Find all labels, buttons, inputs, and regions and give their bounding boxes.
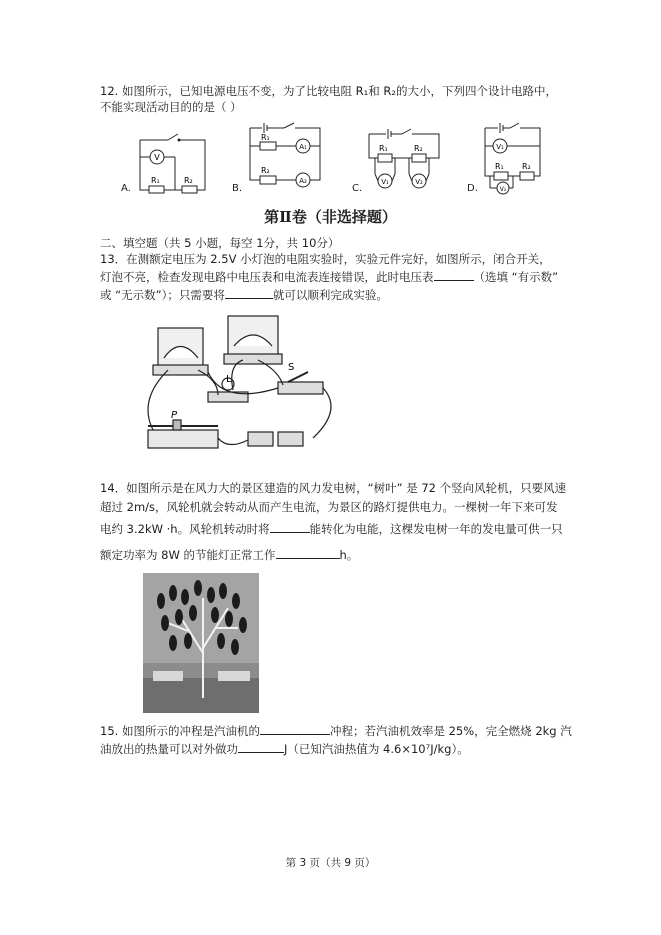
circuit-c-diagram: [364, 124, 444, 194]
wind-tree-photo: [143, 573, 259, 713]
q13-line2-text-b: （选填 “有示数”: [473, 270, 559, 284]
q13-blank-2: [225, 288, 273, 299]
q15-blank-1: [260, 724, 330, 735]
q13-line3: [100, 288, 388, 302]
q13-line1: 13．在测额定电压为 2.5V 小灯泡的电阻实验时，实验元件完好，如图所示，闭合开关，: [100, 252, 551, 266]
switch-label: S: [288, 362, 295, 373]
q14-line1: 14．如图所示是在风力大的景区建造的风力发电树，“树叶” 是 72 个竖向风轮机，只要风速: [100, 481, 567, 495]
q15-line2-text-b: J（已知汽油热值为 4.6×10⁷J/kg）。: [284, 742, 469, 756]
q12-line1: 12. 如图所示，已知电源电压不变，为了比较电阻 R₁和 R₂的大小，下列四个设计电路中，: [100, 84, 557, 98]
circuit-a-diagram: [120, 128, 220, 196]
section-subtitle: 二、填空题（共 5 小题，每空 1分，共 10分）: [100, 236, 340, 250]
q14-blank-2: [276, 548, 340, 559]
rheostat-label: P: [171, 410, 178, 421]
q15-line2: [100, 742, 469, 756]
q14-line2: 超过 2m/s，风轮机就会转动从而产生电流，为景区的路灯提供电力。一棵树一年下来可发: [100, 500, 558, 514]
q15-line1-text-b: 冲程；若汽油机效率是 25%，完全燃烧 2kg 汽: [329, 724, 572, 738]
ammeter-2-label: A₂: [299, 177, 307, 185]
experiment-apparatus-figure: [128, 310, 343, 470]
option-b-label: B.: [232, 183, 243, 194]
q13-line2-text-a: 灯泡不亮，检查发现电路中电压表和电流表连接错误，此时电压表: [100, 270, 434, 284]
q15-blank-2: [238, 742, 284, 753]
page-number-footer: 第 3 页（共 9 页）: [285, 857, 376, 869]
r1-label: R₁: [495, 162, 504, 171]
q14-line3-text-b: 能转化为电能，这棵发电树一年的发电量可供一只: [309, 522, 563, 536]
q14-line3-text-a: 电约 3.2kW ·h。风轮机转动时将: [100, 522, 270, 536]
q13-line3-text-a: 或 “无示数”）；只需要将: [100, 288, 225, 302]
voltmeter-1-label: V₁: [496, 143, 504, 151]
q14-blank-1: [270, 522, 310, 533]
q13-blank-1: [434, 270, 474, 281]
r2-label: R₂: [261, 166, 270, 175]
r2-label: R₂: [522, 162, 531, 171]
voltmeter-2-label: V₂: [499, 186, 507, 193]
r1-label: R₁: [151, 176, 160, 185]
r2-label: R₂: [414, 144, 423, 153]
q14-line3: [100, 522, 563, 536]
circuit-d-diagram: [480, 120, 550, 196]
q15-line1: [100, 724, 572, 738]
r1-label: R₁: [379, 144, 388, 153]
q14-line4-text-b: h。: [339, 548, 359, 562]
section-title: 第Ⅱ卷（非选择题）: [264, 208, 397, 226]
ammeter-1-label: A₁: [299, 143, 307, 151]
q13-line2: [100, 270, 558, 284]
option-d-label: D.: [467, 183, 478, 194]
voltmeter-1-label: V₁: [381, 178, 389, 186]
option-a-label: A.: [121, 183, 131, 194]
circuit-b-diagram: [240, 120, 330, 195]
q14-line4-text-a: 额定功率为 8W 的节能灯正常工作: [100, 548, 276, 562]
q13-line3-text-b: 就可以顺利完成实验。: [272, 288, 388, 302]
r2-label: R₂: [184, 176, 193, 185]
q14-line4: [100, 548, 358, 562]
voltmeter-label: V: [154, 153, 160, 162]
voltmeter-2-label: V₂: [415, 178, 423, 186]
option-c-label: C.: [352, 183, 363, 194]
r1-label: R₁: [261, 133, 270, 142]
lamp-label: L: [226, 374, 232, 385]
q15-line2-text-a: 油放出的热量可以对外做功: [100, 742, 238, 756]
q12-line2: 不能实现活动目的的是（ ）: [100, 100, 242, 114]
q15-line1-text-a: 15. 如图所示的冲程是汽油机的: [100, 724, 260, 738]
